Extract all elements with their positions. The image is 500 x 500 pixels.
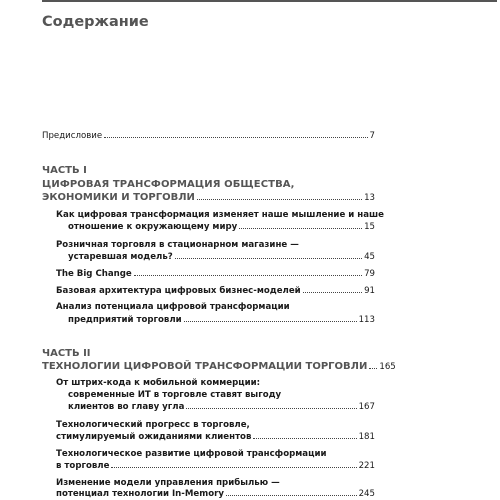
toc-entry-label: предприятий торговли <box>68 315 182 325</box>
toc-page-number: 221 <box>358 461 375 471</box>
toc-entry-label: Предисловие <box>42 131 103 141</box>
toc-entry-label: От штрих-кода к мобильной коммерции: <box>56 378 261 388</box>
toc-entry-label: Анализ потенциала цифровой трансформации <box>56 302 290 312</box>
toc-entry-label: Технологический прогресс в торговле, <box>56 420 250 430</box>
leader-dots <box>369 368 377 369</box>
toc-page-number: 113 <box>358 315 375 325</box>
toc-entry-label: клиентов во главу угла <box>68 402 185 412</box>
leader-dots <box>184 321 357 322</box>
leader-dots <box>134 275 362 276</box>
top-rule <box>42 0 497 2</box>
part-label: ЧАСТЬ II <box>42 348 91 359</box>
leader-dots <box>111 467 356 468</box>
leader-dots <box>303 292 362 293</box>
toc-entry-label: The Big Change <box>56 269 132 279</box>
toc-entry-chapter[interactable] <box>68 402 375 413</box>
leader-dots <box>186 408 356 409</box>
toc-entry-chapter[interactable] <box>56 286 375 297</box>
leader-dots <box>253 438 356 439</box>
toc-page-number: 91 <box>364 286 375 296</box>
toc-entry-part2[interactable] <box>42 361 396 373</box>
toc-entry-chapter[interactable] <box>56 461 375 472</box>
toc-entry-label: Технологическое развитие цифровой трансформации <box>56 449 327 459</box>
leader-dots <box>226 495 357 496</box>
toc-entry-part1[interactable] <box>42 192 375 204</box>
toc-page-number: 15 <box>364 222 375 232</box>
toc-entry-chapter[interactable] <box>56 489 375 500</box>
toc-entry-preface[interactable] <box>42 131 375 142</box>
part-title: ЦИФРОВАЯ ТРАНСФОРМАЦИЯ ОБЩЕСТВА, <box>42 179 295 190</box>
toc-page-number: 45 <box>364 252 375 262</box>
part-title: ТЕХНОЛОГИИ ЦИФРОВОЙ ТРАНСФОРМАЦИИ ТОРГОВЛИ <box>42 361 368 372</box>
leader-dots <box>239 228 362 229</box>
toc-page-number: 79 <box>364 269 375 279</box>
toc-entry-label: современные ИТ в торговле ставят выгоду <box>68 390 282 400</box>
toc-entry-label: стимулируемый ожиданиями клиентов <box>56 432 252 442</box>
part-title: ЭКОНОМИКИ И ТОРГОВЛИ <box>42 192 195 203</box>
toc-page-number: 245 <box>358 489 375 499</box>
toc-entry-chapter[interactable] <box>56 432 375 443</box>
toc-entry-label: Розничная торговля в стационарном магазине — <box>56 240 299 250</box>
toc-entry-chapter[interactable] <box>68 252 375 263</box>
part-label: ЧАСТЬ I <box>42 165 87 176</box>
toc-page-number: 167 <box>358 402 375 412</box>
toc-entry-chapter[interactable] <box>68 222 375 233</box>
toc-page-number: 181 <box>358 432 375 442</box>
toc-page-number: 165 <box>379 362 396 372</box>
toc-entry-label: устаревшая модель? <box>68 252 173 262</box>
toc-entry-label: Как цифровая трансформация изменяет наше мышление и наше <box>56 210 384 220</box>
toc-entry-label: Базовая архитектура цифровых бизнес-моделей <box>56 286 301 296</box>
toc-entry-chapter[interactable] <box>56 269 375 280</box>
toc-entry-chapter[interactable] <box>68 315 375 326</box>
toc-entry-label: отношение к окружающему миру <box>68 222 238 232</box>
toc-entry-label: в торговле <box>56 461 110 471</box>
leader-dots <box>197 199 362 200</box>
page-title: Содержание <box>42 14 149 30</box>
toc-page-number: 7 <box>369 131 375 141</box>
toc-entry-label: Изменение модели управления прибылью — <box>56 478 280 488</box>
toc-entry-label: потенциал технологии In-Memory <box>56 489 224 499</box>
leader-dots <box>175 258 362 259</box>
leader-dots <box>104 137 367 138</box>
toc-page-number: 13 <box>364 193 375 203</box>
